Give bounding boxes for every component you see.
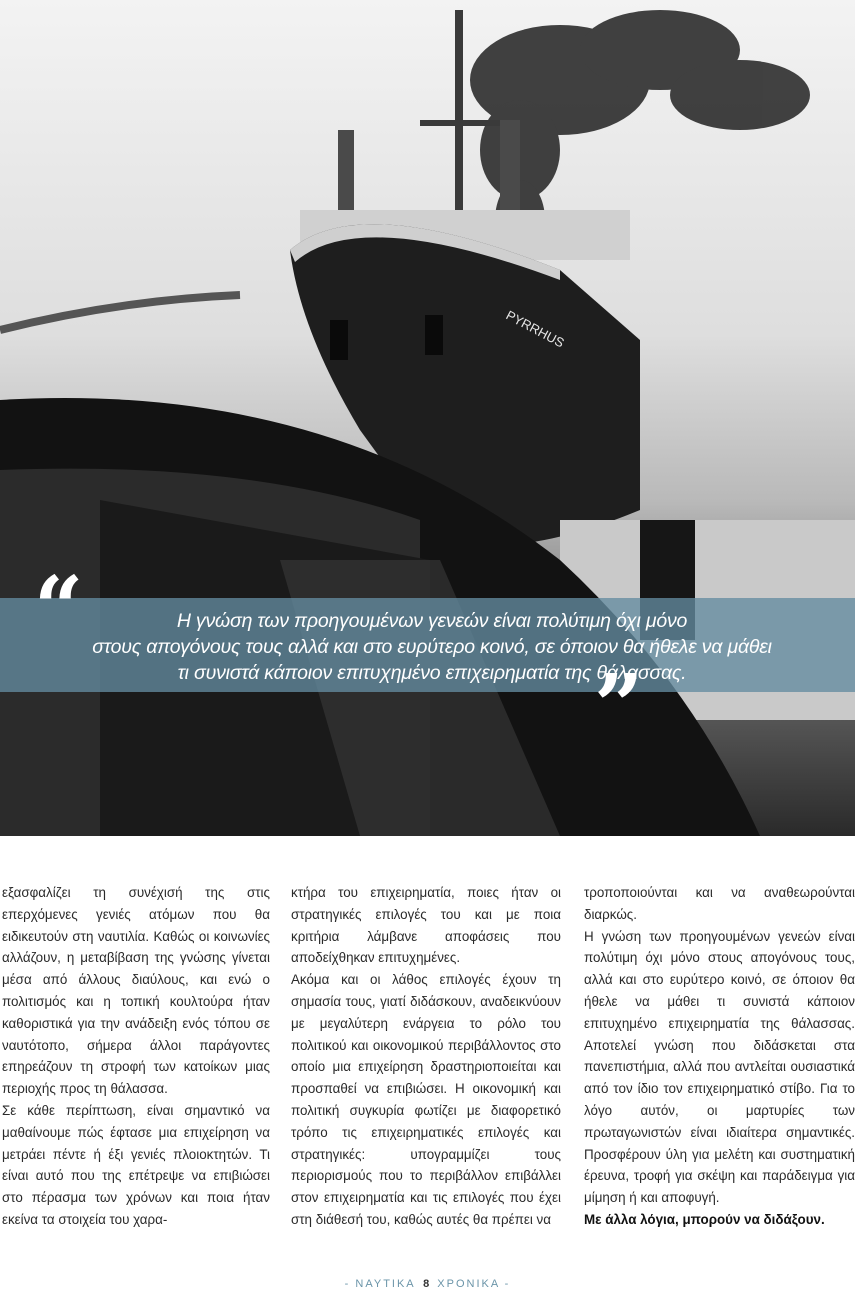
publication-name-part1: ΝΑΥΤΙΚΑ bbox=[355, 1278, 416, 1290]
paragraph: Σε κάθε περίπτωση, είναι σημαντικό να μαθαίνουμε πώς έφτασε μια επιχείρηση να μετράει πέντε ή έξι γενιές πλοιοκτητών. Τι είναι αυτό που της επέτρεψε να επιβιώσει στο πέρασμα των χρόνων και ποια ήταν εκείνα τα στοιχεία του χαρα- bbox=[2, 1102, 270, 1227]
pull-quote-line: στους απογόνους τους αλλά και στο ευρύτερο κοινό, σε όποιον θα ήθελε να μάθει bbox=[92, 636, 772, 658]
footer-dash: - bbox=[344, 1278, 351, 1290]
paragraph: κτήρα του επιχειρηματία, ποιες ήταν οι στρατηγικές επιλογές του και με ποια κριτήρια λάμβανε αποφάσεις που αποδείχθηκαν επιτυχημένες. bbox=[291, 885, 561, 966]
closing-statement: Με άλλα λόγια, μπορούν να διδάξουν. bbox=[584, 1211, 825, 1227]
pull-quote-line: τι συνιστά κάποιον επιτυχημένο επιχειρηματία της θάλασσας. bbox=[177, 662, 687, 684]
footer-dash: - bbox=[504, 1278, 511, 1290]
open-quote-mark: “ bbox=[34, 558, 84, 659]
publication-name-part2: ΧΡΟΝΙΚΑ bbox=[437, 1278, 500, 1290]
ship-name-label: PYRRHUS bbox=[503, 307, 567, 351]
article-column-1 bbox=[2, 882, 270, 1231]
mooring-rope bbox=[0, 295, 240, 330]
paragraph: τροποποιούνται και να αναθεωρούνται διαρκώς. bbox=[584, 885, 855, 922]
paragraph: Η γνώση των προηγουμένων γενεών είναι πολύτιμη όχι μόνο στους απογόνους τους, αλλά και στο ευρύτερο κοινό, σε όποιον θα ήθελε να μάθει τι συνιστά κάποιον επιτυχημένο επιχειρηματία της θάλασσας. Αποτελεί γνώση που διδάσκεται στα πανεπιστήμια, αλλά που αντλείται ουσιαστικά από τον ίδιο τον επιχειρηματικό στίβο. Για το λόγο αυτόν, οι μαρτυρίες των πρωταγωνιστών είναι ιδιαίτερα σημαντικές. Προσφέρουν ύλη για μελέτη και συστηματική έρευνα, τροφή για σκέψη και παράδειγμα για μίμηση ή και αποφυγή. bbox=[584, 928, 855, 1206]
page-footer bbox=[0, 1278, 855, 1291]
pull-quote-line: Η γνώση των προηγουμένων γενεών είναι πολύτιμη όχι μόνο bbox=[176, 610, 688, 632]
close-quote-mark: ” bbox=[594, 656, 644, 757]
paragraph: Ακόμα και οι λάθος επιλογές έχουν τη σημασία τους, γιατί διδάσκουν, αναδεικνύουν με μεγαλύτερη ενάργεια το ρόλο του πολιτικού και οικονομικού περιβάλλοντος στο οποίο μια επιχείρηση δραστηριοποιείται και προσπαθεί να επιβιώσει. Η οικονομική και πολιτική συγκυρία φωτίζει με διαφορετικό τρόπο τις επιχειρηματικές επιλογές και στρατηγικές: υπογραμμίζει τους περιορισμούς που το περιβάλλον επιβάλλει στον επιχειρηματία και τις επιλογές που έχει στη διάθεσή του, καθώς αυτές θα πρέπει να bbox=[291, 972, 561, 1227]
article-column-2 bbox=[291, 882, 561, 1231]
ship-funnel bbox=[338, 130, 354, 210]
page-number: 8 bbox=[423, 1278, 430, 1290]
article-column-3 bbox=[584, 882, 855, 1231]
pull-quote-text bbox=[42, 608, 822, 686]
paragraph: εξασφαλίζει τη συνέχισή της στις επερχόμενες γενιές ατόμων που θα ειδικευτούν στη ναυτιλία. Καθώς οι κοινωνίες αλλάζουν, η μεταβίβαση της γνώσης γίνεται μέσα από άλλους διαύλους, και ενώ ο πολιτισμός και η τοπική κουλτούρα ήταν καθοριστικά για την ανάδειξη ενός τόπου σε ναυτότοπο, σήμερα άλλοι παράγοντες επηρεάζουν τη στροφή των κατοίκων μιας περιοχής προς τη θάλασσα. bbox=[2, 885, 270, 1097]
